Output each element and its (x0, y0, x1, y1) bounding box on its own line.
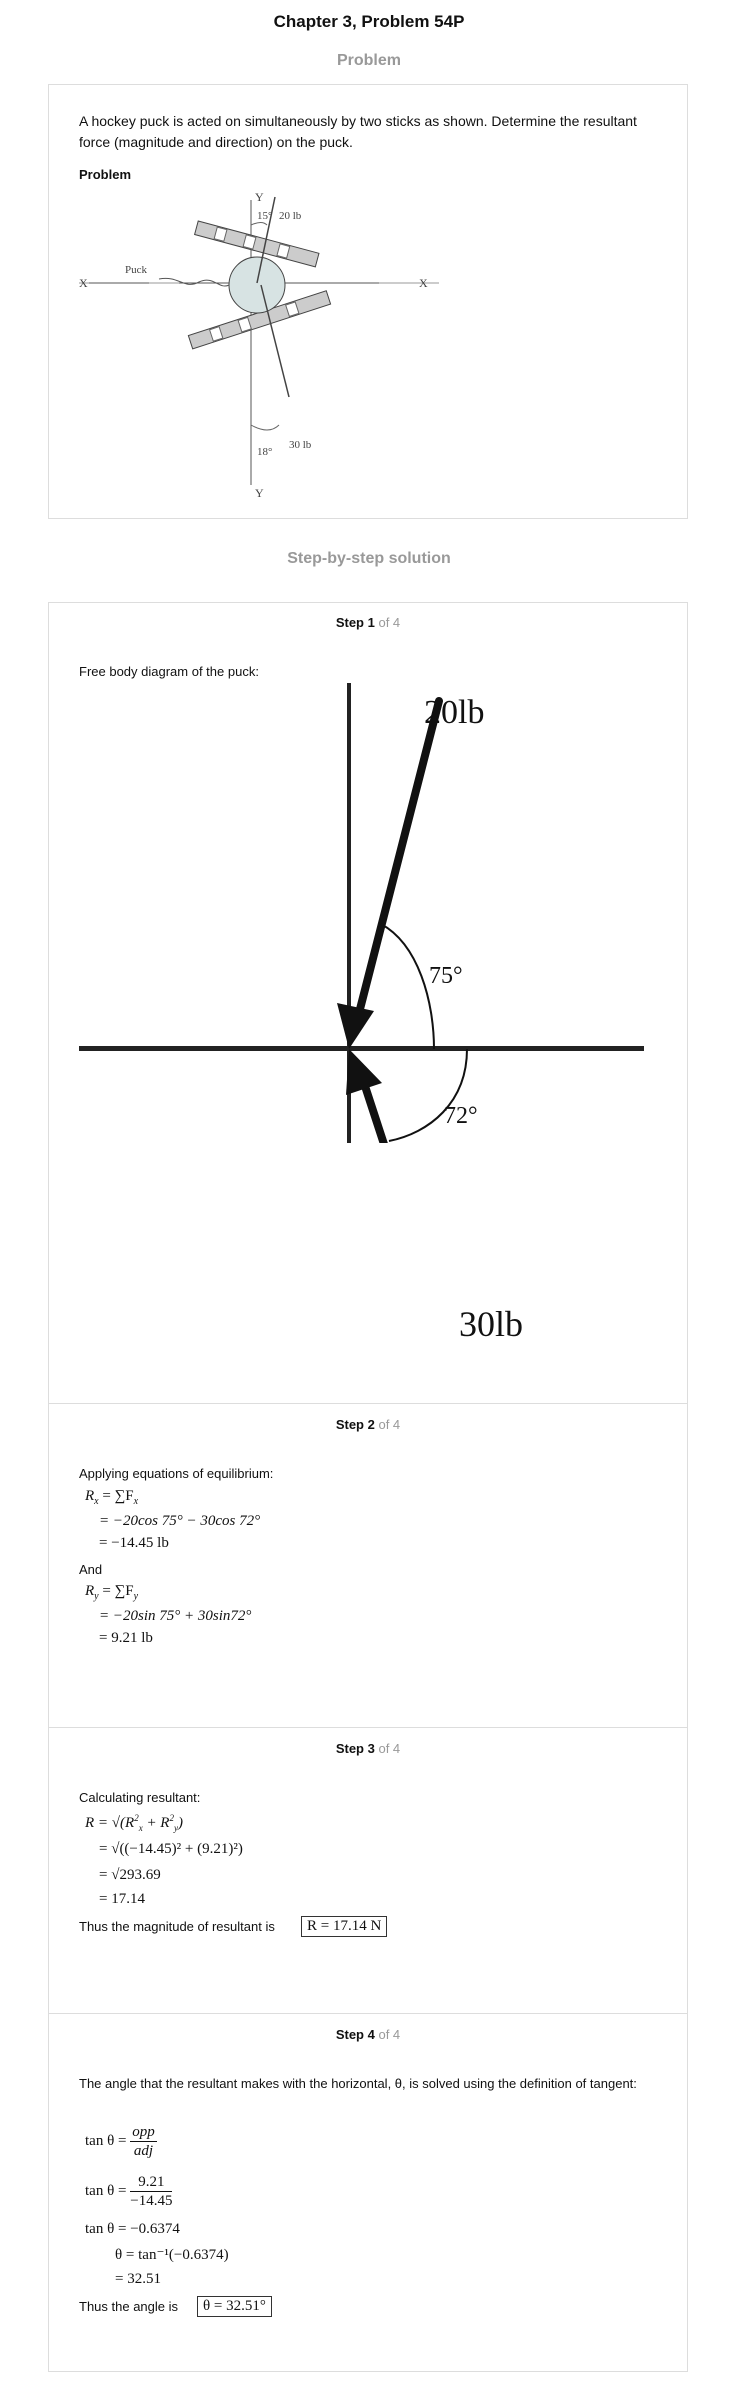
divider (49, 2013, 687, 2014)
step4-header: Step 4 of 4 (335, 2027, 401, 2042)
fbd-label-30lb: 30lb (459, 1304, 524, 1344)
step3-conclusion: Thus the magnitude of resultant is (79, 1919, 275, 1934)
step4-text: The angle that the resultant makes with the horizontal, θ, is solved using the definition of tangent: (79, 2076, 637, 2091)
and-text: And (79, 1562, 103, 1577)
fig-force-top: 20 lb (279, 210, 302, 222)
divider (49, 1727, 687, 1728)
tan-line2: tan θ = $\frac{9.21}{-14.45}$ (85, 2174, 173, 2209)
solution-card (48, 602, 688, 2372)
fig-x-right: X (419, 276, 428, 290)
rx-line2: = −20cos 75° − 30cos 72° (99, 1513, 261, 1529)
ry-line1: $R_y = \sum F_y$ (85, 1583, 139, 1602)
fbd-arrow-20lb (337, 1003, 374, 1049)
rx-line3: = −14.45 lb (99, 1535, 169, 1551)
fbd-forces (79, 683, 649, 1143)
fig-y-bottom: Y (255, 486, 264, 500)
fbd-arrow-30lb (346, 1049, 382, 1095)
step4-conclusion: Thus the angle is (79, 2299, 179, 2314)
fbd-label-75: 75° (429, 963, 463, 989)
r-line2: = √((−14.45)² + (9.21)²) (99, 1841, 243, 1857)
fig-angle-top: 15° (257, 210, 273, 222)
problem-text: A hockey puck is acted on simultaneously by two sticks as shown. Determine the resultant force (magnitude and direction) on the puck. (79, 113, 637, 150)
step2-header: Step 2 of 4 (335, 1417, 401, 1432)
tan-line5: = 32.51 (115, 2271, 161, 2287)
fig-y-top: Y (255, 190, 264, 204)
problem-sublabel: Problem (79, 167, 132, 182)
r-line1: $R = √(R^2_x + R^2_y)$ (85, 1813, 183, 1833)
r-line4: = 17.14 (99, 1891, 145, 1907)
puck (229, 257, 285, 313)
fbd-arc-75 (379, 923, 434, 1049)
fig-angle-bottom: 18° (257, 446, 273, 458)
step3-text: Calculating resultant: (79, 1790, 201, 1805)
step1-text: Free body diagram of the puck: (79, 664, 259, 679)
tan-line3: tan θ = −0.6374 (85, 2221, 180, 2237)
problem-figure (79, 185, 439, 515)
answer-angle: θ = 32.51° (197, 2296, 272, 2317)
rx-line1: $R_x = \sum F_x$ (85, 1488, 139, 1507)
answer-magnitude: R = 17.14 N (301, 1916, 387, 1937)
tan-line1: tan θ = $\frac{\text{opp}}{\text{adj}}$ (85, 2124, 155, 2159)
step2-text: Applying equations of equilibrium: (79, 1466, 274, 1481)
r-line3: = √293.69 (99, 1867, 161, 1883)
fbd-force-20lb (359, 701, 439, 1013)
problem-card (48, 84, 688, 519)
divider (49, 1403, 687, 1404)
fbd-label-20lb: 20lb (424, 694, 485, 731)
solution-heading: Step-by-step solution (287, 550, 451, 567)
step3-header: Step 3 of 4 (335, 1741, 401, 1756)
ry-line3: = 9.21 lb (99, 1630, 153, 1646)
problem-heading: Problem (336, 52, 401, 69)
fbd-force-30lb (364, 1083, 449, 1143)
page-title: Chapter 3, Problem 54P (273, 12, 465, 31)
fig-puck-label: Puck (125, 264, 147, 276)
ry-line2: = −20sin 75° + 30sin72° (99, 1608, 252, 1624)
fig-x-left: X (79, 276, 88, 290)
fbd-label-72: 72° (444, 1103, 478, 1129)
tan-line4: θ = tan⁻¹(−0.6374) (115, 2247, 229, 2263)
fig-force-bottom: 30 lb (289, 439, 312, 451)
step1-header: Step 1 of 4 (335, 615, 401, 630)
